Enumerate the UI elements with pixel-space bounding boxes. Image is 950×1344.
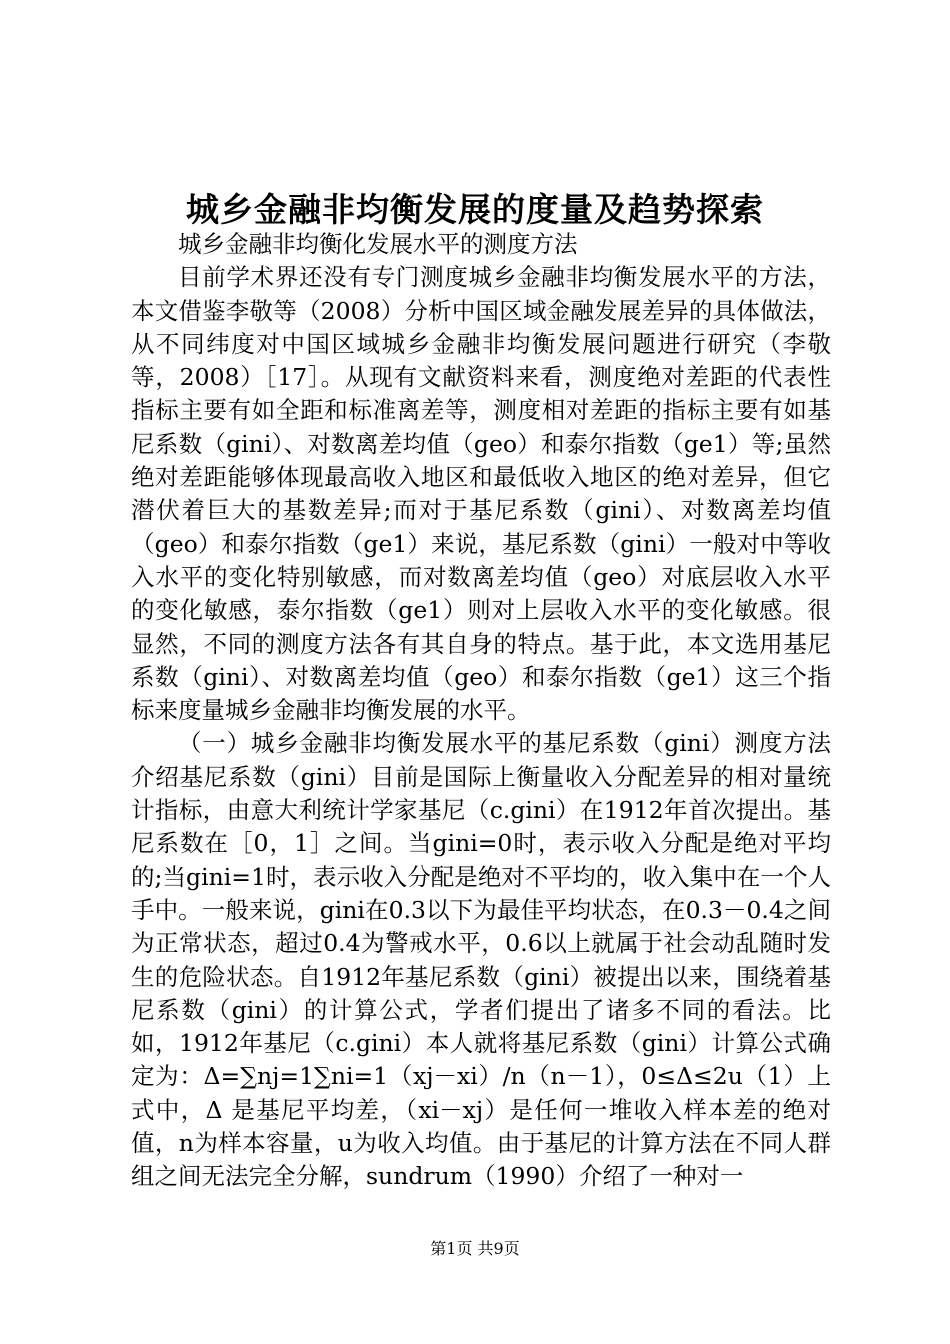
paragraph: （一）城乡金融非均衡发展水平的基尼系数（gini）测度方法介绍基尼系数（gini）目前是国际上衡量收入分配差异的相对量统计指标，由意大利统计学家基尼（c.gini）在1912年首次提出。基尼系数在［0，1］之间。当gini=0时，表示收入分配是绝对平均的;当gini=1时，表示收入分配是绝对不平均的，收入集中在一个人手中。一般来说，gini在0.3以下为最佳平均状态，在0.3－0.4之间为正常状态，超过0.4为警戒水平，0.6以上就属于社会动乱随时发生的危险状态。自1912年基尼系数（gini）被提出以来，围绕着基尼系数（gini）的计算公式，学者们提出了诸多不同的看法。比如，1912年基尼（c.gini）本人就将基尼系数（gini）计算公式确定为：Δ=∑nj=1∑ni=1（xj－xi）/n（n－1），0≤Δ≤2u（1）上式中，Δ 是基尼平均差，（xi－xj）是任何一堆收入样本差的绝对值，n为样本容量，u为收入均值。由于基尼的计算方法在不同人群组之间无法完全分解，sundrum（1990）介绍了一种对一	[131, 729, 831, 1191]
paragraph: 目前学术界还没有专门测度城乡金融非均衡发展水平的方法，本文借鉴李敬等（2008）分析中国区域金融发展差异的具体做法，从不同纬度对中国区域城乡金融非均衡发展问题进行研究（李敬等，2008）［17］。从现有文献资料来看，测度绝对差距的代表性指标主要有如全距和标准离差等，测度相对差距的指标主要有如基尼系数（gini）、对数离差均值（geo）和泰尔指数（ge1）等;虽然绝对差距能够体现最高收入地区和最低收入地区的绝对差异，但它潜伏着巨大的基数差异;而对于基尼系数（gini）、对数离差均值（geo）和泰尔指数（ge1）来说，基尼系数（gini）一般对中等收入水平的变化特别敏感，而对数离差均值（geo）对底层收入水平的变化敏感，泰尔指数（ge1）则对上层收入水平的变化敏感。很显然，不同的测度方法各有其自身的特点。基于此，本文选用基尼系数（gini）、对数离差均值（geo）和泰尔指数（ge1）这三个指标来度量城乡金融非均衡发展的水平。	[131, 263, 831, 725]
document-body	[131, 228, 831, 1194]
document-title: 城乡金融非均衡发展的度量及趋势探索	[186, 190, 764, 229]
page-number-footer: 第1页 共9页	[430, 1239, 520, 1258]
section-heading: 城乡金融非均衡化发展水平的测度方法	[178, 230, 578, 258]
